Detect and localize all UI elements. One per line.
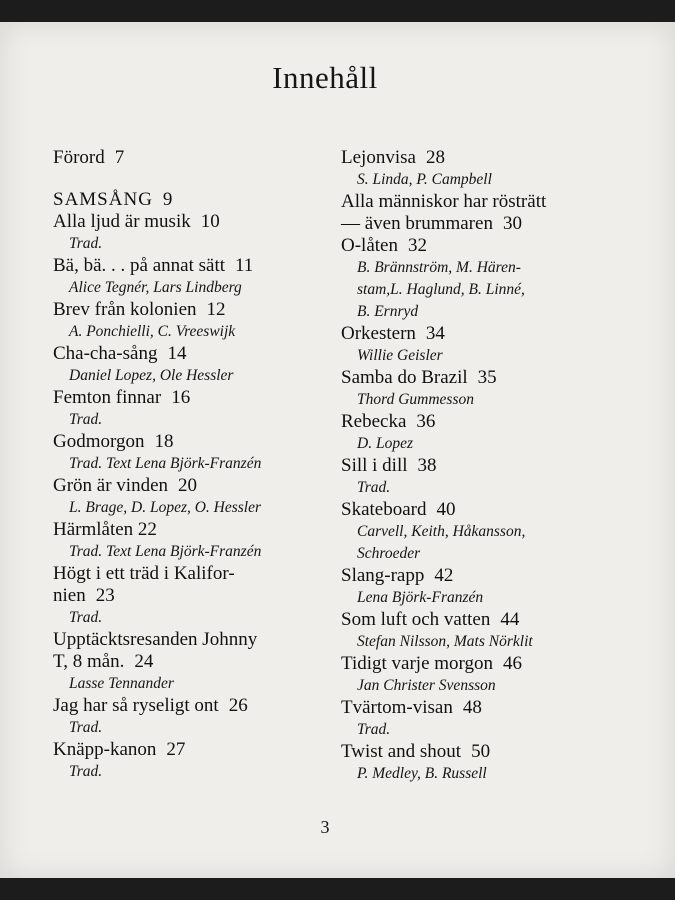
- toc-entry-label: Grön är vinden: [53, 475, 169, 496]
- toc-entry-label: Cha-cha-sång: [53, 343, 158, 364]
- page-number: 3: [320, 817, 330, 837]
- toc-entry-page: 38: [417, 455, 437, 476]
- toc-entry-label: Alla människor har rösträtt: [341, 191, 547, 212]
- toc-entry-page: 18: [154, 431, 174, 452]
- toc-entry-label: Knäpp-kanon: [53, 739, 157, 760]
- toc-entry: [341, 455, 641, 499]
- toc-entry-author: Trad.: [69, 411, 103, 428]
- toc-entry-label: Skateboard: [341, 499, 427, 520]
- toc-entry: [341, 235, 641, 323]
- toc-entry-page: 44: [500, 609, 520, 630]
- toc-entry-title: [53, 147, 338, 169]
- toc-entry-page: 7: [114, 147, 125, 168]
- toc-entry: [53, 629, 338, 695]
- toc-entry-title: [53, 563, 338, 585]
- toc-entry: [53, 299, 338, 343]
- toc-entry-page: 11: [235, 255, 254, 276]
- toc-entry: [53, 695, 338, 739]
- toc-column-right: [341, 147, 641, 785]
- toc-entry-title: [341, 697, 641, 719]
- toc-entry-page: 46: [503, 653, 523, 674]
- toc-entry: [53, 739, 338, 783]
- toc-entry: [341, 367, 641, 411]
- toc-entry-author: Trad.: [69, 719, 103, 736]
- toc-entry-title: [53, 519, 338, 541]
- toc-entry-page: 40: [436, 499, 456, 520]
- toc-list-right: [341, 147, 641, 785]
- toc-entry: [341, 147, 641, 191]
- toc-entry-title: [341, 367, 641, 389]
- section-page: 9: [162, 189, 174, 210]
- toc-entry-author: Trad.: [357, 479, 391, 496]
- toc-entry-page: 10: [200, 211, 220, 232]
- toc-entry-label: Härmlåten 22: [53, 519, 157, 540]
- toc-entry-title: [341, 609, 641, 631]
- toc-entry-author: Willie Geisler: [357, 347, 443, 364]
- toc-entry-label: Rebecka: [341, 411, 407, 432]
- toc-entry: [53, 211, 338, 255]
- toc-entry-page: 16: [171, 387, 191, 408]
- toc-entry: [341, 609, 641, 653]
- toc-entry-label: Upptäcktsresanden Johnny: [53, 629, 258, 650]
- toc-entry-label: Godmorgon: [53, 431, 145, 452]
- toc-entry-author: Jan Christer Svensson: [357, 677, 496, 694]
- toc-entry-author: Stefan Nilsson, Mats Nörklit: [357, 633, 533, 650]
- toc-entry-title: [53, 651, 338, 673]
- toc-entry-title: [53, 255, 338, 277]
- toc-entry-title: [53, 739, 338, 761]
- toc-entry-title: [53, 585, 338, 607]
- toc-entry-label: nien: [53, 585, 86, 606]
- toc-entry: [53, 519, 338, 563]
- toc-entry-label: Bä, bä. . . på annat sätt: [53, 255, 226, 276]
- toc-entry-title: [341, 323, 641, 345]
- toc-entry: [341, 191, 641, 235]
- toc-entry-page: 23: [95, 585, 115, 606]
- toc-entry-page: 12: [206, 299, 226, 320]
- toc-entry-author: L. Brage, D. Lopez, O. Hessler: [69, 499, 262, 516]
- toc-entry-label: Alla ljud är musik: [53, 211, 191, 232]
- toc-entry-label: Slang-rapp: [341, 565, 425, 586]
- toc-entry: [341, 653, 641, 697]
- toc-entry-label: Förord: [53, 147, 105, 168]
- toc-entry-label: T, 8 mån.: [53, 651, 125, 672]
- toc-entry-page: 24: [134, 651, 154, 672]
- toc-entry-title: [341, 191, 641, 213]
- toc-entry-foreword: [53, 147, 338, 169]
- toc-entry-page: 27: [166, 739, 186, 760]
- toc-list-left: [53, 211, 338, 783]
- toc-entry-page: 20: [178, 475, 198, 496]
- toc-entry-page: 35: [477, 367, 497, 388]
- toc-entry-author: Alice Tegnér, Lars Lindberg: [69, 279, 242, 296]
- toc-entry-title: [53, 299, 338, 321]
- toc-entry-label: Tidigt varje morgon: [341, 653, 494, 674]
- toc-entry: [341, 697, 641, 741]
- toc-entry-title: [53, 629, 338, 651]
- toc-entry-author: B. Brännström, M. Hären-: [357, 259, 521, 276]
- toc-entry-label: Orkestern: [341, 323, 416, 344]
- toc-entry-label: Femton finnar: [53, 387, 162, 408]
- toc-entry-label: Högt i ett träd i Kalifor-: [53, 563, 235, 584]
- toc-entry: [341, 565, 641, 609]
- toc-entry-page: 28: [425, 147, 445, 168]
- toc-entry-label: Twist and shout: [341, 741, 462, 762]
- toc-entry-author: Trad.: [357, 721, 391, 738]
- toc-entry-label: Sill i dill: [341, 455, 408, 476]
- toc-entry-label: Lejonvisa: [341, 147, 416, 168]
- toc-entry-author: Trad.: [69, 763, 103, 780]
- toc-entry-author: Daniel Lopez, Ole Hessler: [69, 367, 234, 384]
- toc-entry-title: [341, 565, 641, 587]
- toc-entry-title: [341, 499, 641, 521]
- toc-entry-label: Samba do Brazil: [341, 367, 468, 388]
- toc-entry: [53, 431, 338, 475]
- toc-entry: [341, 411, 641, 455]
- toc-entry-title: [341, 411, 641, 433]
- toc-entry-author: Trad. Text Lena Björk-Franzén: [69, 455, 262, 472]
- section-heading: [53, 189, 338, 211]
- toc-entry: [53, 563, 338, 629]
- toc-entry-author: Trad.: [69, 609, 103, 626]
- toc-entry: [53, 343, 338, 387]
- toc-entry-title: [341, 235, 641, 257]
- toc-entry-title: [341, 455, 641, 477]
- toc-entry: [53, 387, 338, 431]
- toc-entry-author: Trad. Text Lena Björk-Franzén: [69, 543, 262, 560]
- toc-entry-title: [53, 211, 338, 233]
- book-page: [0, 22, 675, 878]
- toc-entry-label: Tvärtom-visan: [341, 697, 453, 718]
- toc-column-left: [53, 147, 338, 783]
- toc-entry-page: 48: [462, 697, 482, 718]
- toc-entry-label: Jag har så ryseligt ont: [53, 695, 219, 716]
- toc-entry-page: 14: [167, 343, 187, 364]
- toc-entry: [341, 323, 641, 367]
- toc-entry-page: 42: [434, 565, 454, 586]
- toc-entry-author: S. Linda, P. Campbell: [357, 171, 492, 188]
- toc-entry-title: [53, 475, 338, 497]
- toc-entry-page: 34: [425, 323, 445, 344]
- toc-entry-author: Carvell, Keith, Håkansson,: [357, 523, 526, 540]
- toc-entry-title: [341, 741, 641, 763]
- toc-entry-author: A. Ponchielli, C. Vreeswijk: [69, 323, 236, 340]
- toc-entry-page: 32: [407, 235, 427, 256]
- toc-entry-title: [341, 147, 641, 169]
- toc-entry-author: Schroeder: [357, 545, 421, 562]
- toc-entry-author: B. Ernryd: [357, 303, 419, 320]
- toc-entry-author: P. Medley, B. Russell: [357, 765, 487, 782]
- toc-entry-author: Lasse Tennander: [69, 675, 174, 692]
- toc-entry-author: D. Lopez: [357, 435, 413, 452]
- toc-entry-title: [341, 653, 641, 675]
- section-label: SAMSÅNG: [53, 189, 153, 210]
- toc-entry-page: 26: [228, 695, 248, 716]
- toc-entry-author: Trad.: [69, 235, 103, 252]
- toc-entry-title: [341, 213, 641, 235]
- toc-entry-label: Brev från kolonien: [53, 299, 197, 320]
- toc-entry-page: 36: [416, 411, 436, 432]
- toc-entry-author: Thord Gummesson: [357, 391, 474, 408]
- toc-entry: [53, 255, 338, 299]
- toc-entry-title: [53, 431, 338, 453]
- toc-entry: [341, 741, 641, 785]
- toc-entry: [341, 499, 641, 565]
- toc-entry-title: [53, 387, 338, 409]
- toc-entry-author: stam,L. Haglund, B. Linné,: [357, 281, 525, 298]
- page-title: Innehåll: [272, 60, 378, 95]
- toc-entry-page: 30: [502, 213, 522, 234]
- toc-entry-label: O-låten: [341, 235, 398, 256]
- toc-entry-author: Lena Björk-Franzén: [357, 589, 484, 606]
- toc-entry-page: 50: [471, 741, 491, 762]
- toc-entry-title: [53, 343, 338, 365]
- toc-entry: [53, 475, 338, 519]
- toc-entry-label: Som luft och vatten: [341, 609, 491, 630]
- toc-entry-label: — även brummaren: [341, 213, 493, 234]
- toc-entry-title: [53, 695, 338, 717]
